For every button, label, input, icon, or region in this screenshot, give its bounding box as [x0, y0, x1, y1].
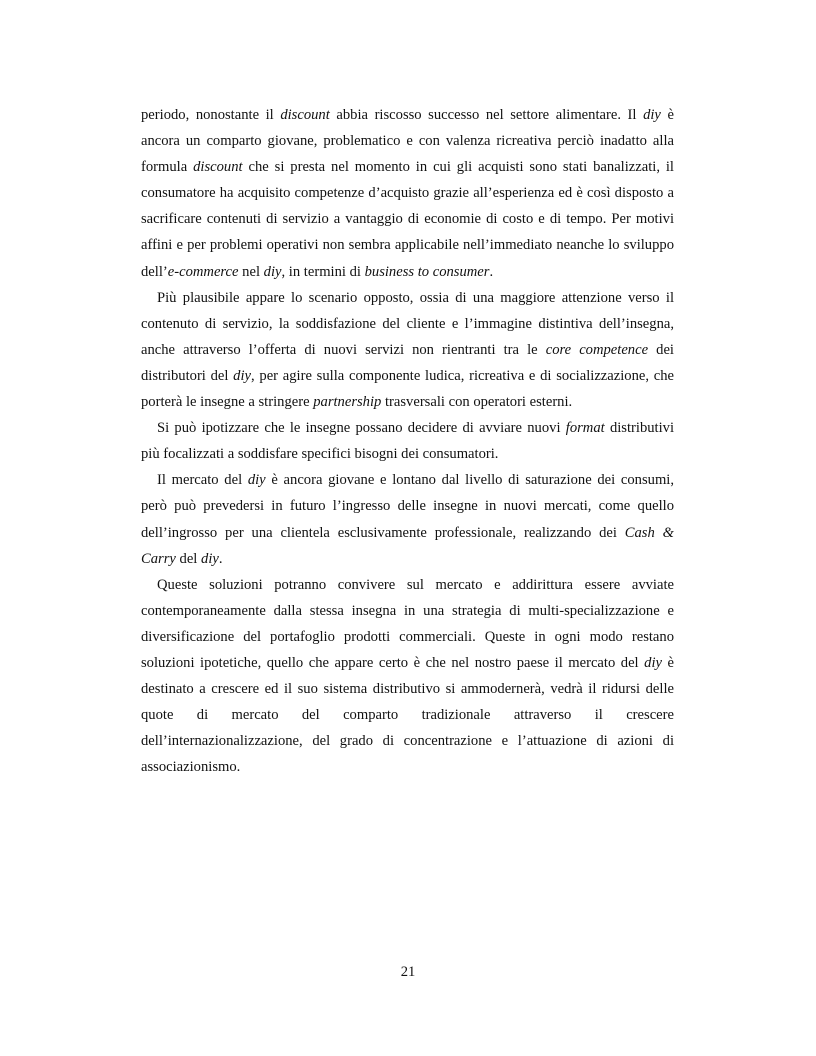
- paragraph-5: Queste soluzioni potranno convivere sul mercato e addirittura essere avviate contemporaneamente dalla stessa insegna in una strategia di multi-specializzazione e diversificazione del portafoglio prodotti commerciali. Queste in ogni modo restano soluzioni ipotetiche, quello che appare certo è che nel nostro paese il mercato del diy è destinato a crescere ed il suo sistema distributivo si ammodernerà, vedrà il ridursi delle quote di mercato del comparto tradizionale attraverso il crescere dell’internazionalizzazione, del grado di concentrazione e l’attuazione di azioni di associazionismo.: [141, 576, 674, 776]
- paragraph-2: Più plausibile appare lo scenario opposto, ossia di una maggiore attenzione verso il contenuto di servizio, la soddisfazione del cliente e l’immagine distintiva dell’insegna, anche attraverso l’offerta di nuovi servizi non rientranti tra le core competence dei distributori del diy, per agire sulla componente ludica, ricreativa e di socializzazione, che porterà le insegne a stringere partnership trasversali con operatori esterni.: [141, 289, 674, 411]
- italic-term: discount: [280, 107, 330, 123]
- page-body: [141, 102, 674, 780]
- italic-term: diy: [233, 367, 252, 384]
- italic-term: diy: [644, 654, 662, 671]
- paragraph-3: Si può ipotizzare che le insegne possano decidere di avviare nuovi format distributivi più focalizzati a soddisfare specifici bisogni dei consumatori.: [141, 420, 674, 463]
- italic-term: diy: [263, 263, 282, 280]
- italic-term: diy: [643, 107, 661, 123]
- italic-term: e-commerce: [167, 263, 239, 280]
- italic-term: business to consumer: [364, 263, 490, 280]
- paragraph-4: Il mercato del diy è ancora giovane e lontano dal livello di saturazione dei consumi, però può prevedersi in futuro l’ingresso delle insegne in nuovi mercati, come quello dell’ingrosso per una clientela esclusivamente professionale, realizzando dei Cash & Carry del diy.: [141, 472, 674, 567]
- italic-term: diy: [247, 472, 266, 489]
- italic-term: partnership: [313, 394, 382, 411]
- page-number: 21: [400, 964, 416, 980]
- italic-term: Cash & Carry: [141, 524, 674, 567]
- italic-term: diy: [201, 550, 219, 567]
- italic-term: core competence: [545, 341, 649, 358]
- italic-term: discount: [193, 159, 243, 176]
- italic-term: format: [565, 420, 605, 437]
- paragraph-1: periodo, nonostante il discount abbia riscosso successo nel settore alimentare. Il diy è ancora un comparto giovane, problematico e con valenza ricreativa perciò inadatto alla formula discount che si presta nel momento in cui gli acquisti sono stati banalizzati, il consumatore ha acquisito competenze d’acquisto grazie all’esperienza ed è così disposto a sacrificare contenuti di servizio a vantaggio di economie di costo e di tempo. Per motivi affini e per problemi operativi non sembra applicabile nell’immediato neanche lo sviluppo dell’e-commerce nel diy, in termini di business to consumer.: [141, 107, 674, 280]
